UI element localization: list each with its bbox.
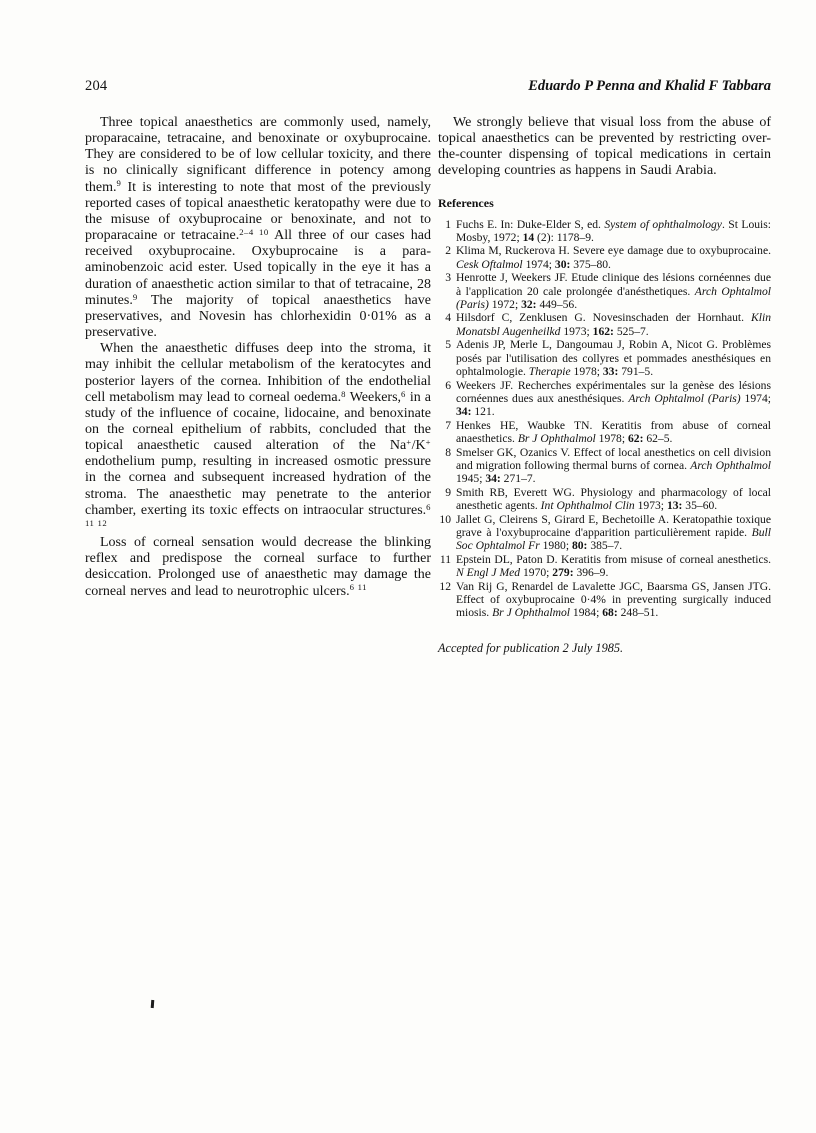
scan-artifact-mark	[151, 1000, 155, 1008]
reference-item	[438, 419, 771, 446]
body-paragraph: Three topical anaesthetics are commonly used, namely, proparacaine, tetracaine, and benoxinate or oxybuprocaine. They are considered to be of low cellular toxicity, and there is no clinically significant difference in potency among them.$^9$ It is interesting to note that most of the previously reported cases of topical anaesthetic keratopathy were due to the misuse of oxybuprocaine or benoxinate, and not to proparacaine or tetracaine.$^{2-4 10}$ All three of our cases had received oxybuprocaine. Oxybuprocaine is a para-aminobenzoic acid ester. Used topically in the eye it has a duration of anaesthetic action similar to that of tetracaine, 28 minutes.$^9$ The majority of topical anaesthetics have preservatives, and Novesin has chlorhexidin 0·01% as a preservative.	[85, 115, 431, 341]
body-paragraph: Loss of corneal sensation would decrease the blinking reflex and predispose the corneal surface to further desiccation. Prolonged use of anaesthetic may damage the corneal nerves and lead to neurotrophic ulcers.$^{6 11}$	[85, 535, 431, 599]
page-number: 204	[85, 78, 108, 94]
reference-text: Smelser GK, Ozanics V. Effect of local anesthetics on cell division and migration following thermal burns of cornea. Arch Ophthalmol 1945; 34: 271–7.	[456, 445, 771, 486]
reference-item	[438, 244, 771, 271]
reference-text: Adenis JP, Merle L, Dangoumau J, Robin A, Nicot G. Problèmes posés par l'utilisation des collyres et pommades anesthésiques en ophtalmologie. Therapie 1978; 33: 791–5.	[456, 338, 771, 379]
reference-text: Henkes HE, Waubke TN. Keratitis from abuse of corneal anaesthetics. Br J Ophthalmol 1978; 62: 62–5.	[456, 418, 771, 446]
reference-item	[438, 486, 771, 513]
reference-number: 1	[445, 217, 451, 231]
page-header	[85, 78, 771, 95]
reference-text: Fuchs E. In: Duke-Elder S, ed. System of ophthalmology. St Louis: Mosby, 1972; 14 (2): 1178–9.	[456, 217, 771, 245]
reference-number: 11	[439, 552, 451, 566]
reference-number: 8	[445, 445, 451, 459]
reference-item	[438, 338, 771, 378]
left-column	[85, 115, 431, 600]
reference-text: Henrotte J, Weekers JF. Etude clinique des lésions cornéennes due à l'application 20 cale prolongée d'anésthetiques. Arch Ophtalmol (Paris) 1972; 32: 449–56.	[456, 271, 771, 312]
reference-text: Van Rij G, Renardel de Lavalette JGC, Baarsma GS, Jansen JTG. Effect of oxybuprocaine 0·4% in preventing surgically induced miosis. Br J Ophthalmol 1984; 68: 248–51.	[456, 579, 771, 620]
reference-number: 5	[445, 338, 451, 352]
reference-number: 6	[445, 378, 451, 392]
reference-item	[438, 218, 771, 245]
reference-item	[438, 311, 771, 338]
body-paragraph: When the anaesthetic diffuses deep into the stroma, it may inhibit the cellular metabolism of the keratocytes and posterior layers of the cornea. Inhibition of the endothelial cell metabolism may lead to corneal oedema.$^8$ Weekers,$^6$ in a study of the influence of cocaine, lidocaine, and benoxinate on the corneal epithelium of rabbits, concluded that the topical anaesthetic caused alteration of the Na+/K+ endothelium pump, resulting in increased osmotic pressure in the cornea and subsequent increased hydration of the stroma. The anaesthetic may penetrate to the anterior chamber, exerting its toxic effects on intraocular structures.$^{6 11 12}$	[85, 341, 432, 528]
reference-list	[438, 218, 771, 620]
reference-number: 2	[445, 244, 451, 258]
reference-text: Smith RB, Everett WG. Physiology and pharmacology of local anesthetic agents. Int Ophthalmol Clin 1973; 13: 35–60.	[456, 485, 771, 513]
reference-number: 4	[445, 311, 451, 325]
reference-text: Klima M, Ruckerova H. Severe eye damage due to oxybuprocaine. Cesk Oftalmol 1974; 30: 375–80.	[456, 244, 771, 271]
body-paragraph: We strongly believe that visual loss from the abuse of topical anaesthetics can be prevented by restricting over-the-counter dispensing of topical medications in certain developing countries as happens in Saudi Arabia.	[438, 115, 771, 179]
right-column	[438, 115, 771, 656]
reference-item	[438, 271, 771, 311]
reference-item	[438, 446, 771, 486]
accepted-note: Accepted for publication 2 July 1985.	[438, 640, 624, 655]
reference-item	[438, 379, 771, 419]
reference-text: Weekers JF. Recherches expérimentales sur la genèse des lésions cornéennes dues aux anesthésiques. Arch Ophtalmol (Paris) 1974; 34: 121.	[456, 378, 771, 419]
running-head: Eduardo P Penna and Khalid F Tabbara	[528, 78, 771, 94]
reference-number: 3	[445, 271, 451, 285]
reference-item	[438, 553, 771, 580]
reference-number: 7	[445, 418, 451, 432]
reference-text: Jallet G, Cleirens S, Girard E, Bechetoille A. Keratopathie toxique grave à l'oxybuprocaine d'apparition particulièrement rapide. Bull Soc Ophtalmol Fr 1980; 80: 385–7.	[456, 512, 771, 553]
reference-item	[438, 513, 771, 553]
reference-text: Hilsdorf C, Zenklusen G. Novesinschaden der Hornhaut. Klin Monatsbl Augenheilkd 1973; 162: 525–7.	[456, 311, 771, 338]
reference-number: 10	[439, 512, 451, 526]
reference-item	[438, 580, 771, 620]
reference-number: 9	[445, 485, 451, 499]
references-heading: References	[438, 195, 494, 210]
reference-text: Epstein DL, Paton D. Keratitis from misuse of corneal anesthetics. N Engl J Med 1970; 279: 396–9.	[456, 552, 771, 580]
reference-number: 12	[439, 579, 451, 593]
